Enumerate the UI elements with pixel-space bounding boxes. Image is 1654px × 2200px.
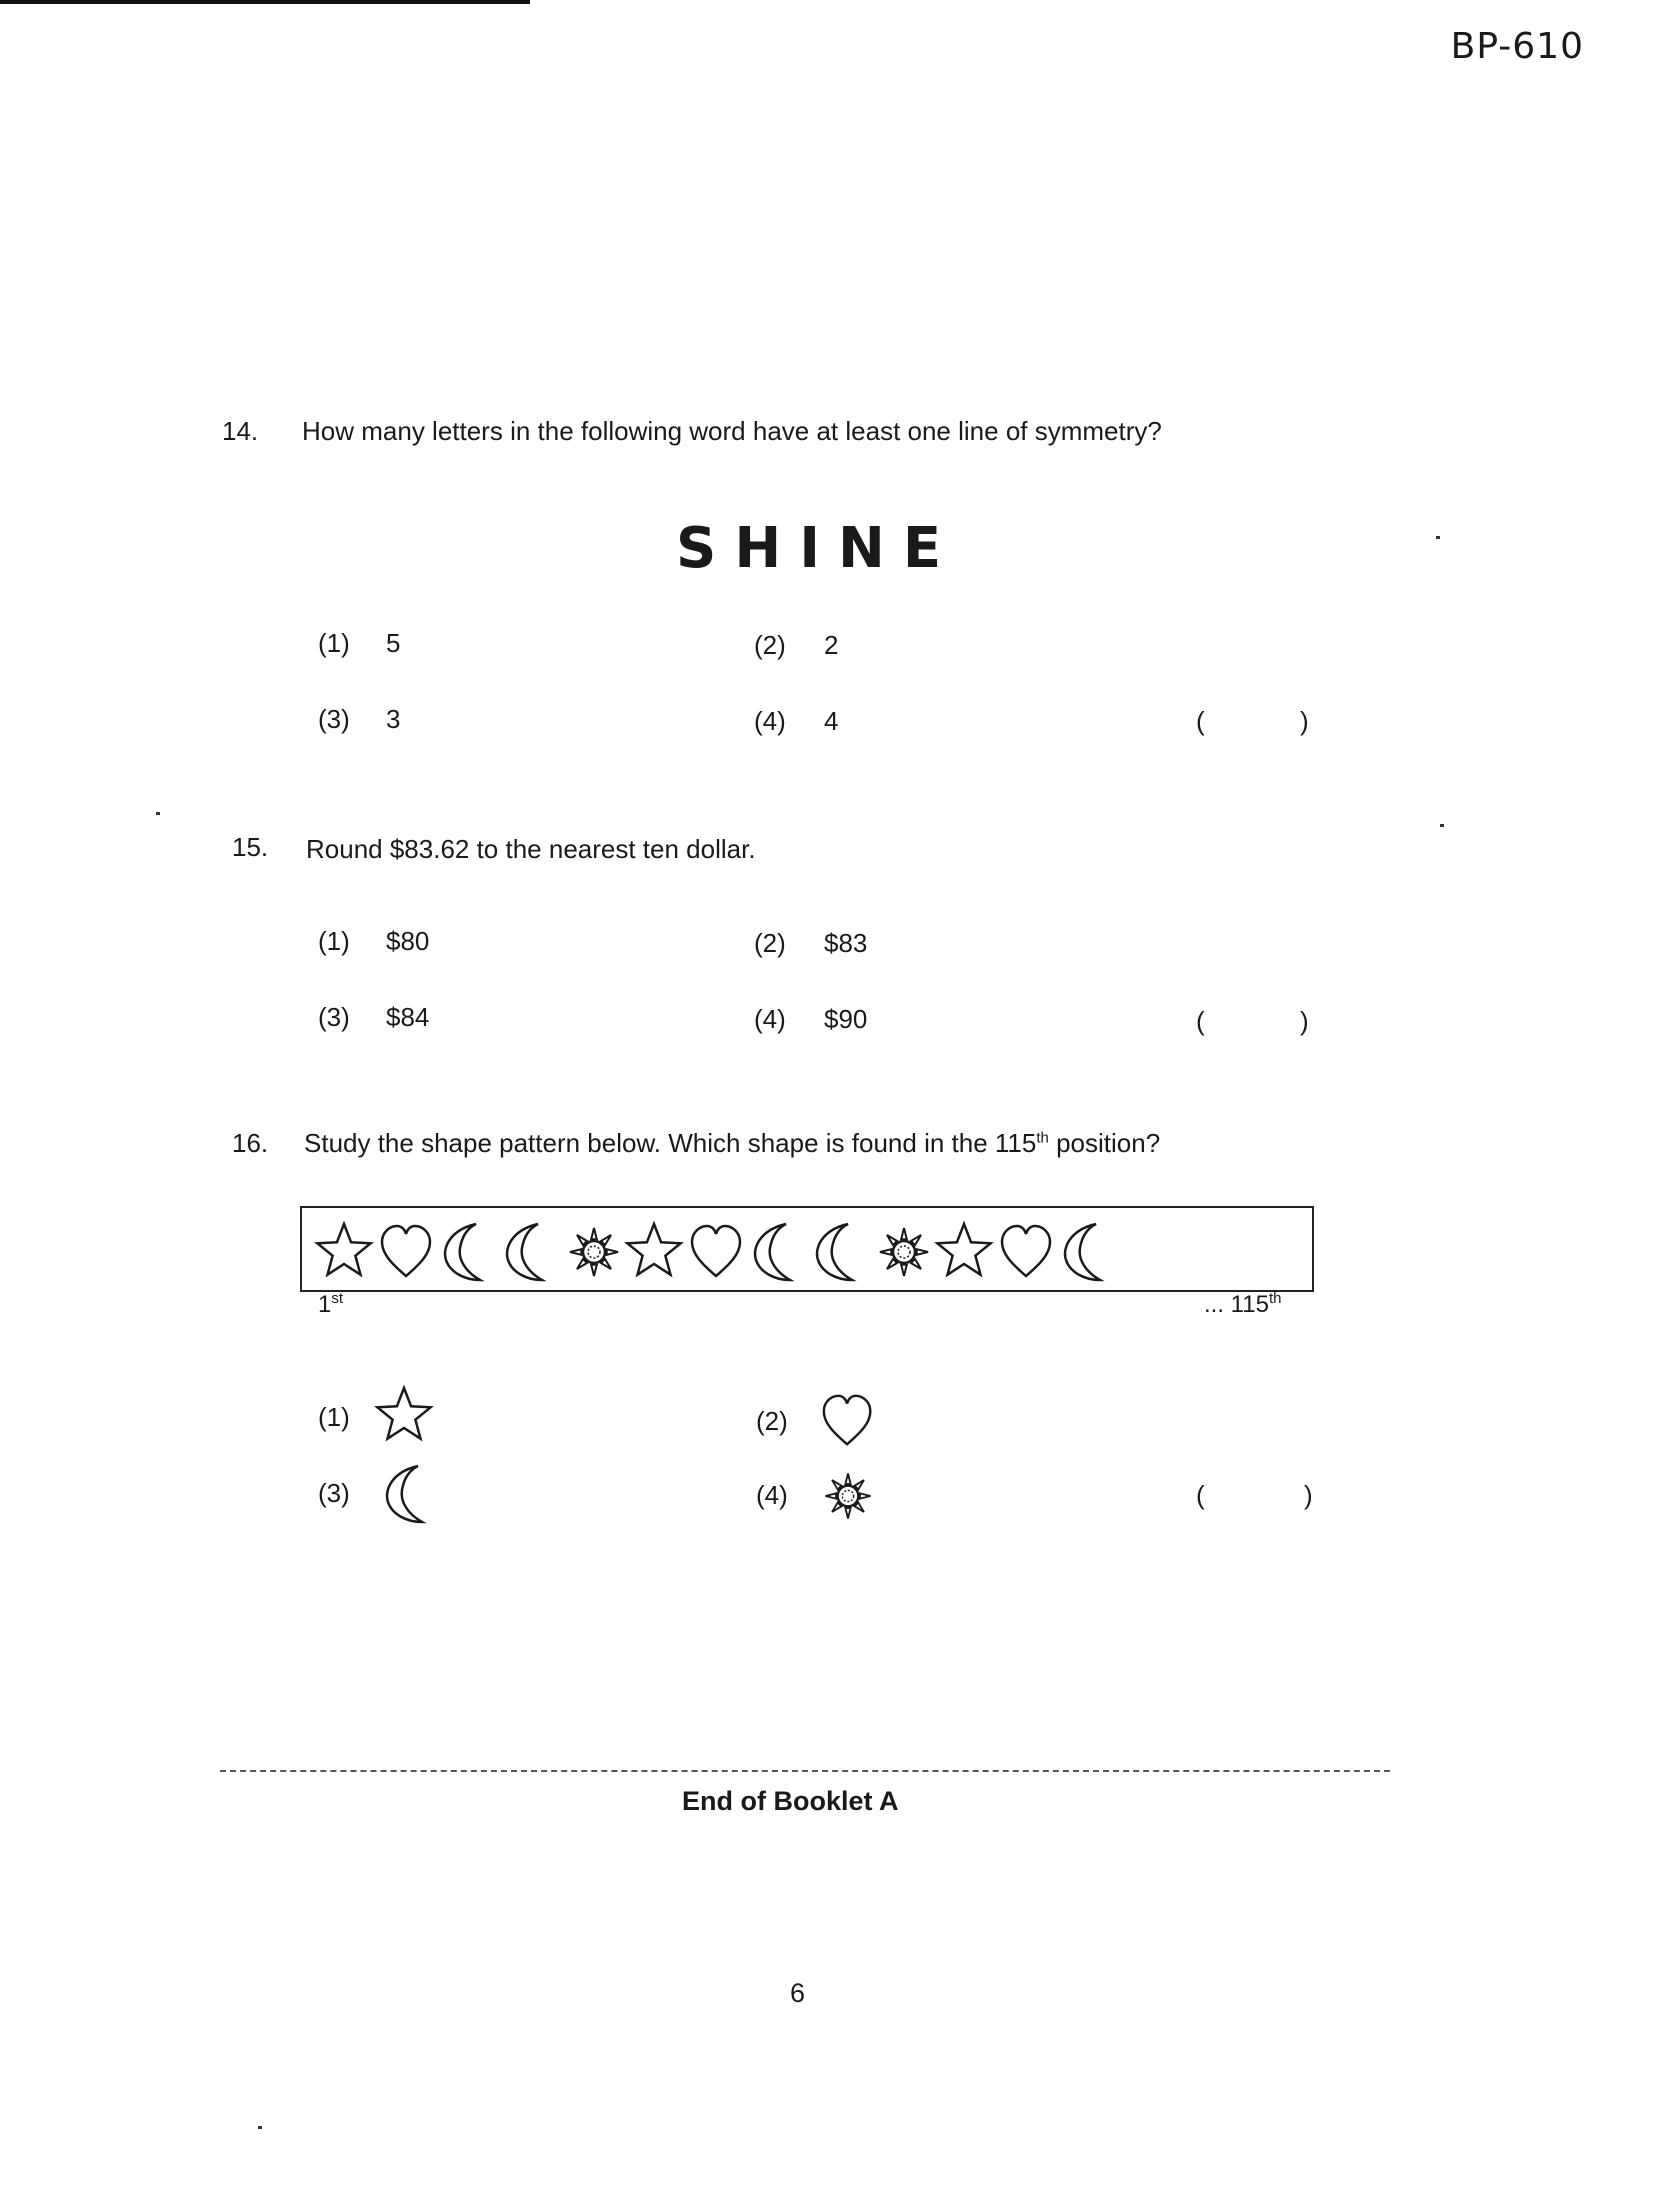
pattern-last-label [1204,1290,1281,1319]
pattern-moon-icon [755,1224,790,1280]
end-of-booklet-text: End of Booklet A [682,1786,899,1816]
pattern-moon-icon [1065,1224,1100,1280]
q15-option-4-label: (4) [754,1004,786,1034]
shape-pattern-box [300,1206,1314,1292]
q15-answer-close: ) [1300,1006,1309,1036]
q16-text-end: position? [1048,1128,1161,1158]
booklet-code: BP-610 [1450,26,1584,67]
q16-option-3-label: (3) [318,1478,350,1508]
q15-option-3-value: $84 [386,1002,430,1032]
pattern-heart-icon [692,1226,740,1276]
q16-option-1-label: (1) [318,1402,350,1432]
q15-option-2-value: $83 [824,928,868,958]
q14-option-3-value: 3 [386,704,401,734]
q14-number: 14. [222,416,259,446]
q14-word: SHINE [676,516,960,581]
q14-option-1-label: (1) [318,628,350,658]
q16-option-4-sun-icon [818,1466,878,1526]
q16-option-2-label: (2) [756,1406,788,1436]
end-divider [220,1770,1390,1772]
pattern-first-label [318,1290,343,1319]
q16-text-main: Study the shape pattern below. Which shape is found in the 115 [304,1128,1037,1158]
q15-option-4-value: $90 [824,1004,868,1034]
q16-option-2-heart-icon [818,1390,880,1452]
q14-answer-open: ( [1196,706,1205,736]
pattern-star-icon [937,1224,990,1275]
q15-option-1-label: (1) [318,926,350,956]
q16-option-4-label: (4) [756,1480,788,1510]
scan-speck [1440,824,1444,827]
pattern-moon-icon [507,1224,542,1280]
q14-text: How many letters in the following word have at least one line of symmetry? [302,416,1162,446]
pattern-first-num: 1 [318,1291,332,1318]
q14-option-2-label: (2) [754,630,786,660]
q15-option-3-label: (3) [318,1002,350,1032]
page-number: 6 [790,1978,806,2008]
q16-text [304,1128,1160,1159]
q14-option-3-label: (3) [318,704,350,734]
q16-number: 16. [232,1128,269,1158]
q15-number: 15. [232,832,269,862]
q14-option-2-value: 2 [824,630,839,660]
q16-text-sup: th [1036,1129,1049,1147]
pattern-sun-icon [880,1228,928,1276]
q16-option-3-moon-icon [380,1462,434,1526]
pattern-star-icon [627,1224,680,1275]
pattern-sun-icon [570,1228,618,1276]
scan-speck [1436,536,1440,539]
q15-answer-open: ( [1196,1006,1205,1036]
pattern-moon-icon [445,1224,480,1280]
q14-option-4-value: 4 [824,706,839,736]
pattern-star-icon [317,1224,370,1275]
scan-speck [156,812,160,815]
scan-speck [258,2126,262,2129]
pattern-first-sup: st [331,1290,344,1307]
q15-option-2-label: (2) [754,928,786,958]
top-rule [0,0,530,4]
q15-option-1-value: $80 [386,926,430,956]
q15-text: Round $83.62 to the nearest ten dollar. [306,834,756,864]
pattern-last-num: ... 115 [1204,1291,1269,1318]
pattern-last-sup: th [1268,1290,1282,1307]
q16-answer-open: ( [1196,1480,1205,1510]
q14-option-1-value: 5 [386,628,401,658]
q16-answer-close: ) [1304,1480,1313,1510]
q16-option-1-star-icon [374,1384,438,1448]
pattern-heart-icon [382,1226,430,1276]
q14-option-4-label: (4) [754,706,786,736]
shape-pattern [314,1220,1134,1282]
pattern-moon-icon [817,1224,852,1280]
q14-answer-close: ) [1300,706,1309,736]
pattern-heart-icon [1002,1226,1050,1276]
